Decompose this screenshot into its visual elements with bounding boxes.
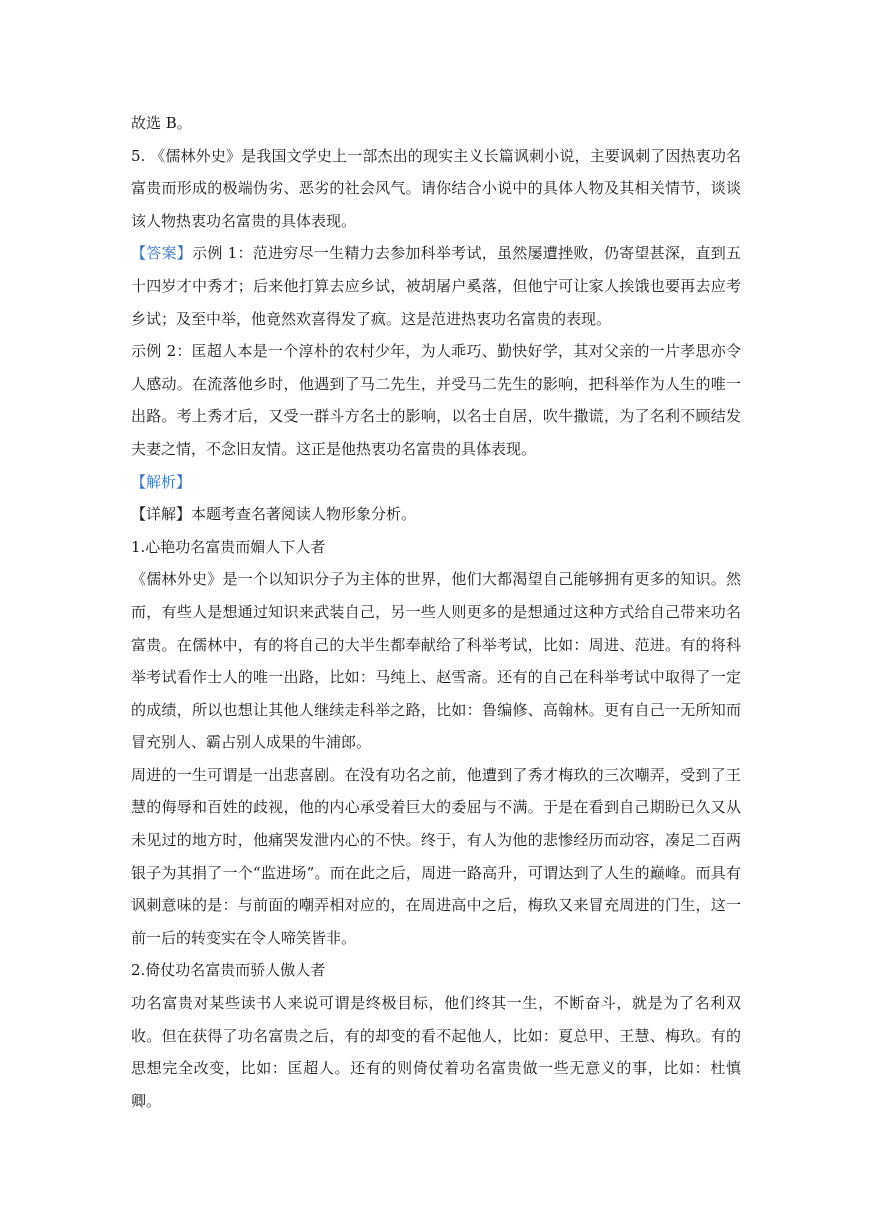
detail-text: 本题考查名著阅读人物形象分析。	[191, 505, 417, 524]
section-1-paragraph-2: 周进的一生可谓是一出悲喜剧。在没有功名之前，他遭到了秀才梅玖的三次嘲弄，受到了王慧的侮辱和百姓的歧视，他的内心承受着巨大的委屈与不满。于是在看到自己期盼已久又从未见过的地方时，他痛哭发泄内心的不快。终于，有人为他的悲惨经历而动容，凑足二百两银子为其捐了一个“监进场”。而在此之后，周进一路高升，可谓达到了人生的巅峰。而具有讽刺意味的是：与前面的嘲弄相对应的，在周进高中之后，梅玖又来冒充周进的门生，这一前一后的转变实在令人啼笑皆非。	[131, 765, 741, 947]
opening-line: 故选 B。	[131, 114, 192, 132]
analysis-label: 【解析】	[131, 472, 192, 491]
section-1-heading: 1.心艳功名富贵而媚人下人者	[131, 537, 326, 556]
answer-label: 【答案】	[131, 244, 193, 263]
answer-example-2: 示例 2：匡超人本是一个淳朴的农村少年，为人乖巧、勤快好学，其对父亲的一片孝思亦令人感动。在流落他乡时，他遇到了马二先生，并受马二先生的影响，把科举作为人生的唯一出路。考上秀才后，又受一群斗方名士的影响，以名士自居，吹牛撒谎，为了名利不顾结发夫妻之情，不念旧友情。这正是他热衷功名富贵的具体表现。	[131, 342, 741, 458]
detail-label: 【详解】	[131, 505, 192, 524]
question-5: 5. 《儒林外史》是我国文学史上一部杰出的现实主义长篇讽刺小说，主要讽刺了因热衷功名富贵而形成的极端伪劣、恶劣的社会风气。请你结合小说中的具体人物及其相关情节，谈谈该人物热衷功名富贵的具体表现。	[131, 146, 741, 230]
section-2-paragraph-1: 功名富贵对某些读书人来说可谓是终极目标，他们终其一生，不断奋斗，就是为了名利双收。但在获得了功名富贵之后，有的却变的看不起他人，比如：夏总甲、王慧、梅玖。有的思想完全改变，比如：匡超人。还有的则倚仗着功名富贵做一些无意义的事，比如：杜慎卿。	[131, 994, 741, 1110]
answer-block	[131, 237, 741, 335]
document-page	[131, 107, 741, 1117]
section-2-heading: 2.倚仗功名富贵而骄人傲人者	[131, 961, 326, 980]
detail-block	[131, 498, 741, 531]
section-1-paragraph-1: 《儒林外史》是一个以知识分子为主体的世界，他们大都渴望自己能够拥有更多的知识。然而，有些人是想通过知识来武装自己，另一些人则更多的是想通过这种方式给自己带来功名富贵。在儒林中，有的将自己的大半生都奉献给了科举考试，比如：周进、范进。有的将科举考试看作士人的唯一出路，比如：马纯上、赵雪斋。还有的自己在科举考试中取得了一定的成绩，所以也想让其他人继续走科举之路，比如：鲁编修、高翰林。更有自己一无所知而冒充别人、霸占别人成果的牛浦郎。	[131, 570, 741, 752]
answer-example-1: 示例 1：范进穷尽一生精力去参加科举考试，虽然屡遭挫败，仍寄望甚深，直到五十四岁才中秀才；后来他打算去应乡试，被胡屠户奚落，但他宁可让家人挨饿也要再去应考乡试；及至中举，他竟然欢喜得发了疯。这是范进热衷功名富贵的表现。	[131, 244, 741, 328]
